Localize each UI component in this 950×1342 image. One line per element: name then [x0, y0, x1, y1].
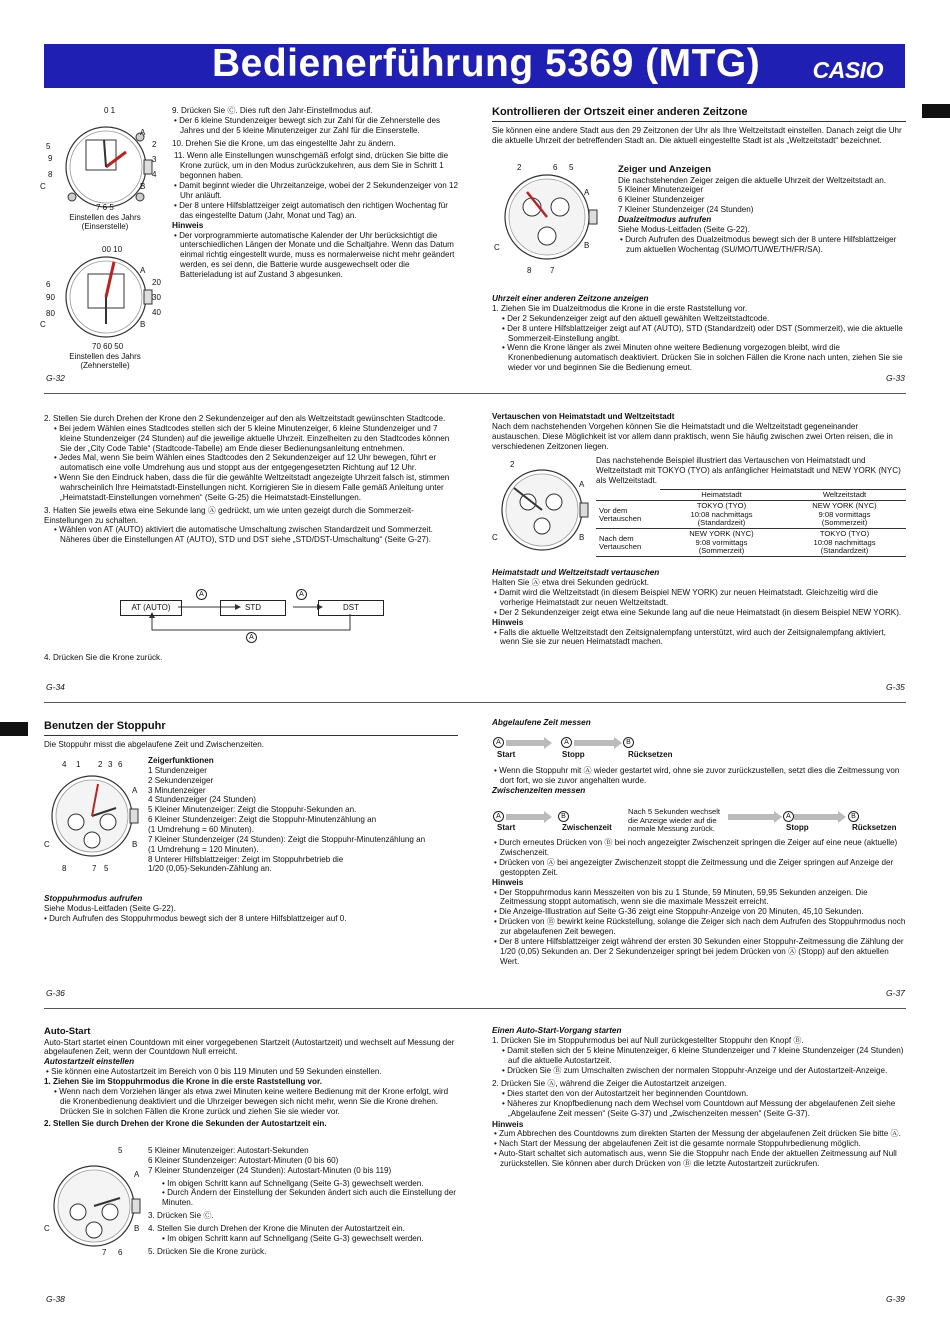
g39-line: 2. Drücken Sie Ⓐ, während die Zeiger die Autostartzeit anzeigen. [492, 1079, 727, 1089]
g38-watch-l: C [44, 1224, 50, 1233]
g36-watch-r2: B [132, 840, 138, 849]
g33-dual2: • Durch Aufrufen des Dualzeitmodus bewegt sich der 8 untere Hilfsblattzeiger zum aktuellen Wochentag (SU/MO/TU/WE/TH/FR/SA). [620, 234, 897, 254]
g34-line: 2. Stellen Sie durch Drehen der Krone den 2 Sekundenzeiger auf den als Weltzeitstadt gewünschten Stadtcode. [44, 414, 446, 423]
split-label-reset: Rücksetzen [852, 823, 897, 832]
section-tab-left [0, 722, 28, 736]
watch1-label-l3: 8 [48, 170, 53, 179]
section-tab-right [922, 104, 950, 118]
g38-watch-t1: 5 [118, 1146, 123, 1155]
g38-hand: 5 Kleiner Minutenzeiger: Autostart-Sekunden [148, 1146, 309, 1155]
g35-swap-line: • Der 2 Sekundenzeiger zeigt etwa eine Sekunde lang auf die neue Heimatstadt (in diesem Beispiel NEW YORK). [494, 607, 902, 617]
g36-zf-item: 2 Sekundenzeiger [148, 775, 214, 785]
g38-step: • Durch Ändern der Einstellung der Sekunden ändert sich auch die Einstellung der Minuten. [162, 1188, 456, 1208]
g32-line: • Der 8 untere Hilfsblattzeiger zeigt automatisch den richtigen Wochentag für das eingestellte Datum (Jahr, Monat und Tag) an. [174, 200, 448, 220]
swap-table-cell: NEW YORK (NYC) 9:08 vormittags (Sommerzeit) [660, 529, 783, 557]
g36-watch-t5: 6 [118, 760, 123, 769]
page-number-g36: G-36 [46, 988, 65, 998]
watch1-bottom-label: 7 6 5 [96, 203, 114, 212]
row-divider [44, 702, 906, 703]
g37-split-note: • Durch erneutes Drücken von Ⓑ bei noch angezeigter Zwischenzeit springen die Zeiger auf eine neue (aktuelle) Zwischenzeit. [494, 838, 898, 857]
g38-title: Auto-Start [44, 1026, 91, 1037]
g37-hinweis: • Der Stoppuhrmodus kann Messzeiten von bis zu 1 Stunde, 59 Minuten, 59,95 Sekunden anzeigen. Die Zeitmessung stoppt automatisch, wenn sie die maximale Messzeit erreicht. [494, 887, 868, 907]
swap-table-cell: TOKYO (TYO) 10:08 nachmittags (Standardzeit) [660, 501, 783, 529]
g35-watch-l: C [492, 533, 498, 542]
g38-watch-b1: 7 [102, 1248, 107, 1257]
g37-hinweis: • Die Anzeige-Illustration auf Seite G-36 zeigt eine Stoppuhr-Anzeige von 20 Minuten, 45,10 Sekunden. [494, 907, 864, 917]
watch1-label-r1: A [140, 128, 146, 137]
g39-title: Einen Auto-Start-Vorgang starten [492, 1026, 622, 1035]
g39-hinweis: • Nach Start der Messung der abgelaufenen Zeit ist die gesamte normale Stoppuhrbedienung möglich. [494, 1138, 861, 1148]
g38-set-line: • Wenn nach dem Vorziehen länger als etwa zwei Minuten keine weitere Bedienung mit der Krone erfolgt, wird die Kronenbedienung deaktiviert und die Uhrzeiger bewegen sich nicht mehr, wenn Sie die Krone drehen. Drücken Sie in solchen Fällen die Krone zurück und ziehen Sie sie wieder vor. [54, 1087, 449, 1116]
g37-split-title: Zwischenzeiten messen [492, 785, 586, 795]
g33-title: Kontrollieren der Ortszeit einer anderen Zeitzone [492, 106, 906, 122]
g36-title: Benutzen der Stoppuhr [44, 720, 458, 736]
g39-line: • Damit stellen sich der 5 kleine Minutenzeiger, 6 kleine Stundenzeiger und 7 kleine Stundenzeiger (24 Stunden) auf die aktuelle Autostartzeit. [502, 1045, 904, 1065]
g33-show-line: • Wenn die Krone länger als zwei Minuten ohne weitere Bedienung vorgezogen bleibt, wird die Kronenbedienung automatisch deaktiviert. Drücken Sie in solchen Fällen die Krone nach unten, ziehen Sie sie wieder vor und beginnen Sie die Bedienung erneut. [502, 343, 903, 373]
split-note: Nach 5 Sekunden wechselt die Anzeige wieder auf die normale Messung zurück. [628, 807, 721, 834]
g35-intro: Nach dem nachstehenden Vorgehen können Sie die Heimatstadt und die Weltzeitstadt gegeneinander austauschen. Diese Möglichkeit ist vor allem dann praktisch, wenn Sie häufig zwischen zwei Orten reisen, die in verschiedenen Zeitzonen liegen. [492, 421, 893, 451]
g34-line: • Wählen von AT (AUTO) aktiviert die automatische Umschaltung zwischen Standardzeit und Sommerzeit. Näheres über die Einstellungen AT (AUTO), STD und DST siehe „STD/DST-Umschaltung“ (Seite G-27). [54, 525, 433, 545]
g35-swap-line: Halten Sie Ⓐ etwa drei Sekunden gedrückt. [492, 578, 650, 587]
g38-watch-r1: A [134, 1170, 140, 1179]
elapsed-button-b: B [623, 737, 634, 748]
row-divider [44, 393, 906, 394]
g33-dual1: Siehe Modus-Leitfaden (Seite G-22). [618, 225, 750, 235]
split-label-stopp: Stopp [786, 823, 809, 832]
g32-hinweis: • Der vorprogrammierte automatische Kalender der Uhr berücksichtigt die unterschiedlichen Längen der Monate und die Schaltjahre. Wenn das Datum einmal richtig eingestellt wurde, muss es normalerweise nicht mehr geändert werden, es sei denn, die Batterie wurde ausgewechselt oder die Batterieladung ist auf Zustand 3 abgesunken. [174, 230, 455, 279]
watch1-caption: Einstellen des Jahrs (Einserstelle) [69, 213, 141, 231]
swap-table-header: Weltzeitstadt [783, 490, 906, 501]
g33-dual-title: Dualzeitmodus aufrufen [618, 215, 712, 225]
swap-table-cell: NEW YORK (NYC) 9:08 vormittags (Sommerzeit) [783, 501, 906, 529]
dst-option-std: STD [220, 600, 286, 616]
split-button-b: B [848, 811, 859, 822]
dst-option-auto: AT (AUTO) [120, 600, 182, 616]
g39-line: • Dies startet den von der Autostartzeit her beginnenden Countdown. [502, 1089, 749, 1099]
panel-g39 [492, 1026, 906, 1168]
g33-show-line: • Der 2 Sekundenzeiger zeigt auf den aktuell gewählten Weltzeitstadtcode. [502, 313, 770, 323]
watch-diagram-stopwatch [44, 766, 144, 866]
watch2-label-l1: 6 [46, 280, 51, 289]
g37-hinweis: • Drücken von Ⓑ bewirkt keine Rückstellung, solange die Zeiger sich nach dem Aufrufen des Stoppuhrmodus noch zur abgelaufenen Zeit bewegen. [494, 917, 906, 936]
g38-set-line: 2. Stellen Sie durch Drehen der Krone die Sekunden der Autostartzeit ein. [44, 1118, 327, 1128]
g39-line: 1. Drücken Sie im Stoppuhrmodus bei auf Null zurückgestellter Stoppuhr den Knopf Ⓑ. [492, 1036, 804, 1045]
g36-watch-t4: 3 [108, 760, 113, 769]
g36-zf-item: 6 Kleiner Stundenzeiger: Zeigt die Stoppuhr-Minutenzählung an (1 Umdrehung = 60 Minuten). [148, 815, 377, 835]
g33-watch-l: C [494, 243, 500, 252]
watch-diagram-dualtime [492, 162, 602, 277]
g38-step: 5. Drücken Sie die Krone zurück. [148, 1246, 267, 1256]
g35-swap-title: Heimatstadt und Weltzeitstadt vertauschen [492, 568, 660, 577]
g36-zf-item: 1 Stundenzeiger [148, 765, 207, 775]
watch2-top-label: 00 10 [102, 245, 123, 254]
g36-call-title: Stoppuhrmodus aufrufen [44, 894, 143, 903]
g34-last: 4. Drücken Sie die Krone zurück. [44, 653, 163, 662]
g33-watch-b1: 8 [527, 266, 532, 275]
panel-g38-steps [148, 1146, 460, 1257]
g34-line: • Wenn Sie den Eindruck haben, dass die für die gewählte Weltzeitstadt angezeigte Uhrzeit falsch ist, stimmen wahrscheinlich Ihre Heimatstadt-Einstellungen nicht. Korrigieren Sie in diesem Falle gemäß Anleitung unter „Heimatstadt-Einstellungen vornehmen“ (Seite G-25) die Heimatstadt-Einstellungen. [54, 473, 450, 502]
g35-example: Das nachstehende Beispiel illustriert das Vertauschen von Heimatstadt und Weltzeitstadt mit TOKYO (TYO) als anfänglicher Heimatstadt und NEW YORK (NYC) als Weltzeitstadt. [596, 456, 901, 485]
g32-line: 11. Wenn alle Einstellungen wunschgemäß erfolgt sind, drücken Sie bitte die Krone zurück, um in den Modus zurückzukehren, aus dem Sie in Schritt 1 begonnen haben. [174, 151, 449, 181]
g35-watch-r1: A [579, 480, 585, 489]
g36-zf-item: 7 Kleiner Stundenzeiger (24 Stunden): Zeigt die Stoppuhr-Minutenzählung an (1 Umdrehung = 120 Minuten). [148, 834, 426, 854]
g34-line: 3. Halten Sie jeweils etwa eine Sekunde lang Ⓐ gedrückt, um wie unten gezeigt durch die Sommerzeit-Einstellungen zu schalten. [44, 505, 414, 525]
page-number-g35: G-35 [886, 682, 905, 692]
page-title: Bedienerführung 5369 (MTG) [212, 42, 761, 85]
dst-option-dst: DST [318, 600, 384, 616]
watch1-label-r2: 2 [152, 140, 157, 149]
g38-set-line: • Sie können eine Autostartzeit im Bereich von 0 bis 119 Minuten und 59 Sekunden einstellen. [46, 1067, 382, 1077]
g38-watch-b2: 6 [118, 1248, 123, 1257]
split-label-zwischenzeit: Zwischenzeit [562, 823, 612, 832]
watch2-label-l4: C [40, 320, 46, 329]
watch1-top-label: 0 1 [104, 106, 116, 115]
g35-hinweis: • Falls die aktuelle Weltzeitstadt den Zeitsignalempfang unterstützt, wird auch der Zeitsignalempfang aktiviert, wenn Sie sie zur neuen Heimatstadt machen. [494, 627, 886, 647]
g33-show-line: 1. Ziehen Sie im Dualzeitmodus die Krone in die erste Raststellung vor. [492, 304, 748, 313]
elapsed-label-start: Start [497, 750, 516, 759]
watch1-label-l2: 9 [48, 154, 53, 163]
g39-hinweis: • Zum Abbrechen des Countdowns zum direkten Starten der Messung der abgelaufenen Zeit drücken Sie bitte Ⓐ. [494, 1128, 901, 1138]
panel-g34 [44, 414, 460, 545]
swap-table-cell: Nach dem Vertauschen [596, 529, 660, 557]
row-divider [44, 1008, 906, 1009]
watch1-label-r5: B [140, 182, 146, 191]
g33-watch-r1: A [584, 188, 590, 197]
page-number-g33: G-33 [886, 373, 905, 383]
panel-g32 [172, 106, 460, 280]
g36-watch-t3: 2 [98, 760, 103, 769]
panel-g37-split [492, 838, 906, 966]
panel-g36-hands [148, 756, 460, 874]
g33-zeiger-item: 6 Kleiner Stundenzeiger [618, 195, 705, 205]
page-number-g38: G-38 [46, 1294, 65, 1304]
g36-zf-item: 4 Stundenzeiger (24 Stunden) [148, 795, 256, 805]
g38-set-title: Autostartzeit einstellen [44, 1057, 135, 1067]
panel-g37-elapsed-title [492, 718, 906, 728]
split-button-a: A [783, 811, 794, 822]
watch1-label-r4: 4 [152, 170, 157, 179]
g32-line: • Damit beginnt wieder die Uhrzeitanzeige, wobei der 2 Sekundenzeiger von 12 Uhr anläuft. [174, 181, 459, 200]
g39-line: • Näheres zur Knopfbedienung nach dem Wechsel vom Countdown auf Messung der abgelaufenen Zeit siehe „Abgelaufene Zeit messen“ (Seite G-37) und „Zwischenzeiten messen“ (Seite G-37). [502, 1099, 896, 1119]
elapsed-label-reset: Rücksetzen [628, 750, 673, 759]
watch-diagram-autostart [44, 1158, 144, 1258]
page-number-g32: G-32 [46, 373, 65, 383]
g33-watch-b2: 7 [550, 266, 555, 275]
g37-hinweis: • Der 8 untere Hilfsblattzeiger zeigt während der ersten 30 Sekunden einer Stoppuhr-Zeitmessung die Zählung der 1/20 (0,05) Sekunden an. Der 2 Sekundenzeiger springt bei jedem Drücken von Ⓐ (Stopp) auf den aktuellen Wert. [494, 936, 904, 966]
swap-table-header [596, 490, 660, 501]
panel-g36 [44, 720, 458, 750]
elapsed-button-a: A [493, 737, 504, 748]
g36-intro: Die Stoppuhr misst die abgelaufene Zeit und Zwischenzeiten. [44, 740, 265, 750]
split-label-start: Start [497, 823, 516, 832]
flow-button-a: A [196, 589, 207, 600]
g32-hinweis-title: Hinweis [172, 220, 204, 231]
g37-elapsed-note: • Wenn die Stoppuhr mit Ⓐ wieder gestartet wird, ohne sie zuvor zurückzustellen, setzt dies die Zeitmessung von dort fort, wo sie zuvor angehalten wurde. [494, 766, 900, 785]
g33-zeiger-intro: Die nachstehenden Zeiger zeigen die aktuelle Uhrzeit der Weltzeitstadt an. [618, 175, 886, 185]
watch2-label-r5: B [140, 320, 146, 329]
g36-call1: Siehe Modus-Leitfaden (Seite G-22). [44, 904, 176, 913]
g34-line: • Jedes Mal, wenn Sie beim Wählen eines Stadtcodes den 2 Sekundenzeiger auf 12 Uhr bewegen, führt er automatisch eine volle Umdrehung aus und stoppt aus der entgegengesetzten Richtung auf 12 Uhr. [54, 453, 437, 473]
g36-watch-b3: 5 [104, 864, 109, 873]
flow-button-a: A [246, 632, 257, 643]
g33-watch-t2: 6 [553, 163, 558, 172]
panel-g36-call [44, 894, 458, 924]
g35-watch-r2: B [579, 533, 585, 542]
g36-watch-t1: 4 [62, 760, 67, 769]
g38-set-line: 1. Ziehen Sie im Stoppuhrmodus die Krone in die erste Raststellung vor. [44, 1077, 322, 1087]
watch-diagram-swap [492, 460, 594, 560]
g38-step: • Im obigen Schritt kann auf Schnellgang (Seite G-3) gewechselt werden. [162, 1233, 424, 1243]
g33-show-title: Uhrzeit einer anderen Zeitzone anzeigen [492, 294, 649, 303]
g38-hand: 6 Kleiner Stundenzeiger: Autostart-Minuten (0 bis 60) [148, 1155, 339, 1165]
elapsed-label-stopp: Stopp [562, 750, 585, 759]
g36-watch-r1: A [132, 786, 138, 795]
watch-diagram-year-tens [44, 252, 164, 347]
g33-watch-t3: 5 [569, 163, 574, 172]
split-button-b: B [558, 811, 569, 822]
g38-hand: 7 Kleiner Stundenzeiger (24 Stunden): Autostart-Minuten (0 bis 119) [148, 1165, 392, 1175]
swap-table-cell: TOKYO (TYO) 10:08 nachmittags (Standardzeit) [783, 529, 906, 557]
g33-intro: Sie können eine andere Stadt aus den 29 Zeitzonen der Uhr als Ihre Weltzeitstadt einstellen. Danach zeigt die Uhr die aktuelle Uhrzeit der betreffenden Stadt an. Die aktuell eingestellte Stadt ist als „Weltzeitstadt“ bezeichnet. [492, 126, 902, 146]
watch2-caption: Einstellen des Jahrs (Zehnerstelle) [69, 352, 141, 370]
g33-watch-r2: B [584, 241, 590, 250]
g38-watch-r2: B [134, 1224, 140, 1233]
panel-g37-elapsed [492, 766, 906, 796]
g39-hinweis-title: Hinweis [492, 1118, 524, 1129]
brand-logo: CASIO [812, 57, 883, 83]
g33-zeiger-title: Zeiger und Anzeigen [618, 164, 712, 175]
panel-g33 [492, 106, 906, 146]
g35-watch-t1: 2 [510, 460, 515, 469]
g33-show-line: • Der 8 untere Hilfsblattzeiger zeigt auf AT (AUTO), STD (Standardzeit) oder DST (Sommerzeit), wie die aktuelle Sommerzeit-Einstellung angibt. [502, 323, 903, 343]
swap-table [596, 489, 906, 557]
split-button-a: A [493, 811, 504, 822]
swap-table-cell: Vor dem Vertauschen [596, 501, 660, 529]
g38-step: 4. Stellen Sie durch Drehen der Krone die Minuten der Autostartzeit ein. [148, 1224, 405, 1234]
g36-call2: • Durch Aufrufen des Stoppuhrmodus bewegt sich der 8 untere Hilfsblattzeiger auf 0. [44, 913, 347, 923]
panel-g33-hands [618, 164, 906, 255]
panel-g38 [44, 1026, 460, 1128]
g37-split-note: • Drücken von Ⓐ bei angezeigter Zwischenzeit stoppt die Zeitmessung und die Zeiger springen auf Anzeige der gestoppten Zeit. [494, 857, 894, 877]
g34-line: • Bei jedem Wählen eines Stadtcodes stellen sich der 5 kleine Minutenzeiger, 6 kleine Stundenzeiger und 7 kleine Stundenzeiger (24 Stunden) auf die jeweilige aktuelle Uhrzeit. Einzelheiten zu den Stadtcodes können Sie der „City Code Table“ (Stadtcode-Tabelle) am Ende dieser Bedienungsanleitung entnehmen. [54, 423, 450, 453]
g37-hinweis-title: Hinweis [492, 877, 524, 888]
watch2-label-r4: 40 [152, 308, 161, 317]
g36-watch-l: C [44, 840, 50, 849]
g33-watch-t1: 2 [517, 163, 522, 172]
watch2-bottom-label: 70 60 50 [92, 342, 124, 351]
panel-g33-show [492, 294, 906, 373]
flow-button-a: A [296, 589, 307, 600]
g36-zf-item: 3 Minutenzeiger [148, 785, 206, 795]
panel-g35-swap [492, 568, 906, 647]
header-banner [44, 44, 905, 88]
watch2-label-r3: 30 [152, 293, 161, 302]
watch1-label-l4: C [40, 182, 46, 191]
g32-line: 9. Drücken Sie Ⓒ. Dies ruft den Jahr-Einstellmodus auf. [172, 106, 373, 115]
g36-zf-title: Zeigerfunktionen [148, 756, 214, 765]
g39-line: • Drücken Sie Ⓑ zum Umschalten zwischen der normalen Stoppuhr-Anzeige und der Autostartzeit-Anzeige. [502, 1065, 888, 1075]
g33-zeiger-item: 5 Kleiner Minutenzeiger [618, 185, 704, 195]
g33-zeiger-item: 7 Kleiner Stundenzeiger (24 Stunden) [618, 205, 754, 215]
g36-watch-t2: 1 [76, 760, 81, 769]
page-number-g34: G-34 [46, 682, 65, 692]
g32-line: 10. Drehen Sie die Krone, um das eingestellte Jahr zu ändern. [172, 138, 396, 148]
g35-swap-line: • Damit wird die Weltzeitstadt (in diesem Beispiel NEW YORK) zur neuen Heimatstadt. Gleichzeitig wird die vorherige Heimatstadt zur neuen Weltzeitstadt. [494, 587, 878, 607]
g36-zf-item: 5 Kleiner Minutenzeiger: Zeigt die Stoppuhr-Sekunden an. [148, 805, 357, 815]
watch2-label-l2: 90 [46, 293, 55, 302]
dst-cycle-flow [110, 588, 370, 648]
g35-title: Vertauschen von Heimatstadt und Weltzeitstadt [492, 412, 675, 421]
watch1-label-r3: 3 [152, 155, 157, 164]
watch1-label-l1: 5 [46, 142, 51, 151]
g38-step: 3. Drücken Sie Ⓒ. [148, 1211, 214, 1221]
g36-watch-b1: 8 [62, 864, 67, 873]
watch2-label-l3: 80 [46, 309, 55, 318]
swap-table-header: Heimatstadt [660, 490, 783, 501]
page-number-g37: G-37 [886, 988, 905, 998]
g39-hinweis: • Auto-Start schaltet sich automatisch aus, wenn Sie die Stoppuhr nach Ende der aktuellen Zeitmessung auf Null zurückstellen. Sie können aber durch Drücken von Ⓑ die letzte Autostartzeit zurückrufen. [494, 1148, 897, 1168]
g36-watch-b2: 7 [92, 864, 97, 873]
watch2-label-r1: A [140, 266, 146, 275]
g37-elapsed-title: Abgelaufene Zeit messen [492, 718, 591, 727]
elapsed-button-a: A [561, 737, 572, 748]
g36-zf-item: 8 Unterer Hilfsblattzeiger: Zeigt im Stoppuhrbetrieb die 1/20 (0,05)-Sekunden-Zählung an. [148, 854, 344, 874]
page-number-g39: G-39 [886, 1294, 905, 1304]
g38-step: • Im obigen Schritt kann auf Schnellgang (Seite G-3) gewechselt werden. [162, 1178, 424, 1188]
g35-hinweis-title: Hinweis [492, 617, 524, 628]
g32-line: • Der 6 kleine Stundenzeiger bewegt sich zur Zahl für die Zehnerstelle des Jahres und der 5 kleine Minutenzeiger zur Zahl für die Einserstelle. [174, 115, 441, 135]
watch2-label-r2: 20 [152, 278, 161, 287]
g38-intro: Auto-Start startet einen Countdown mit einer vorgegebenen Startzeit (Autostartzeit) und wechselt auf Messung der abgelaufenen Zeit, wenn der Countdown Null erreicht. [44, 1037, 455, 1057]
panel-g35 [492, 412, 906, 451]
